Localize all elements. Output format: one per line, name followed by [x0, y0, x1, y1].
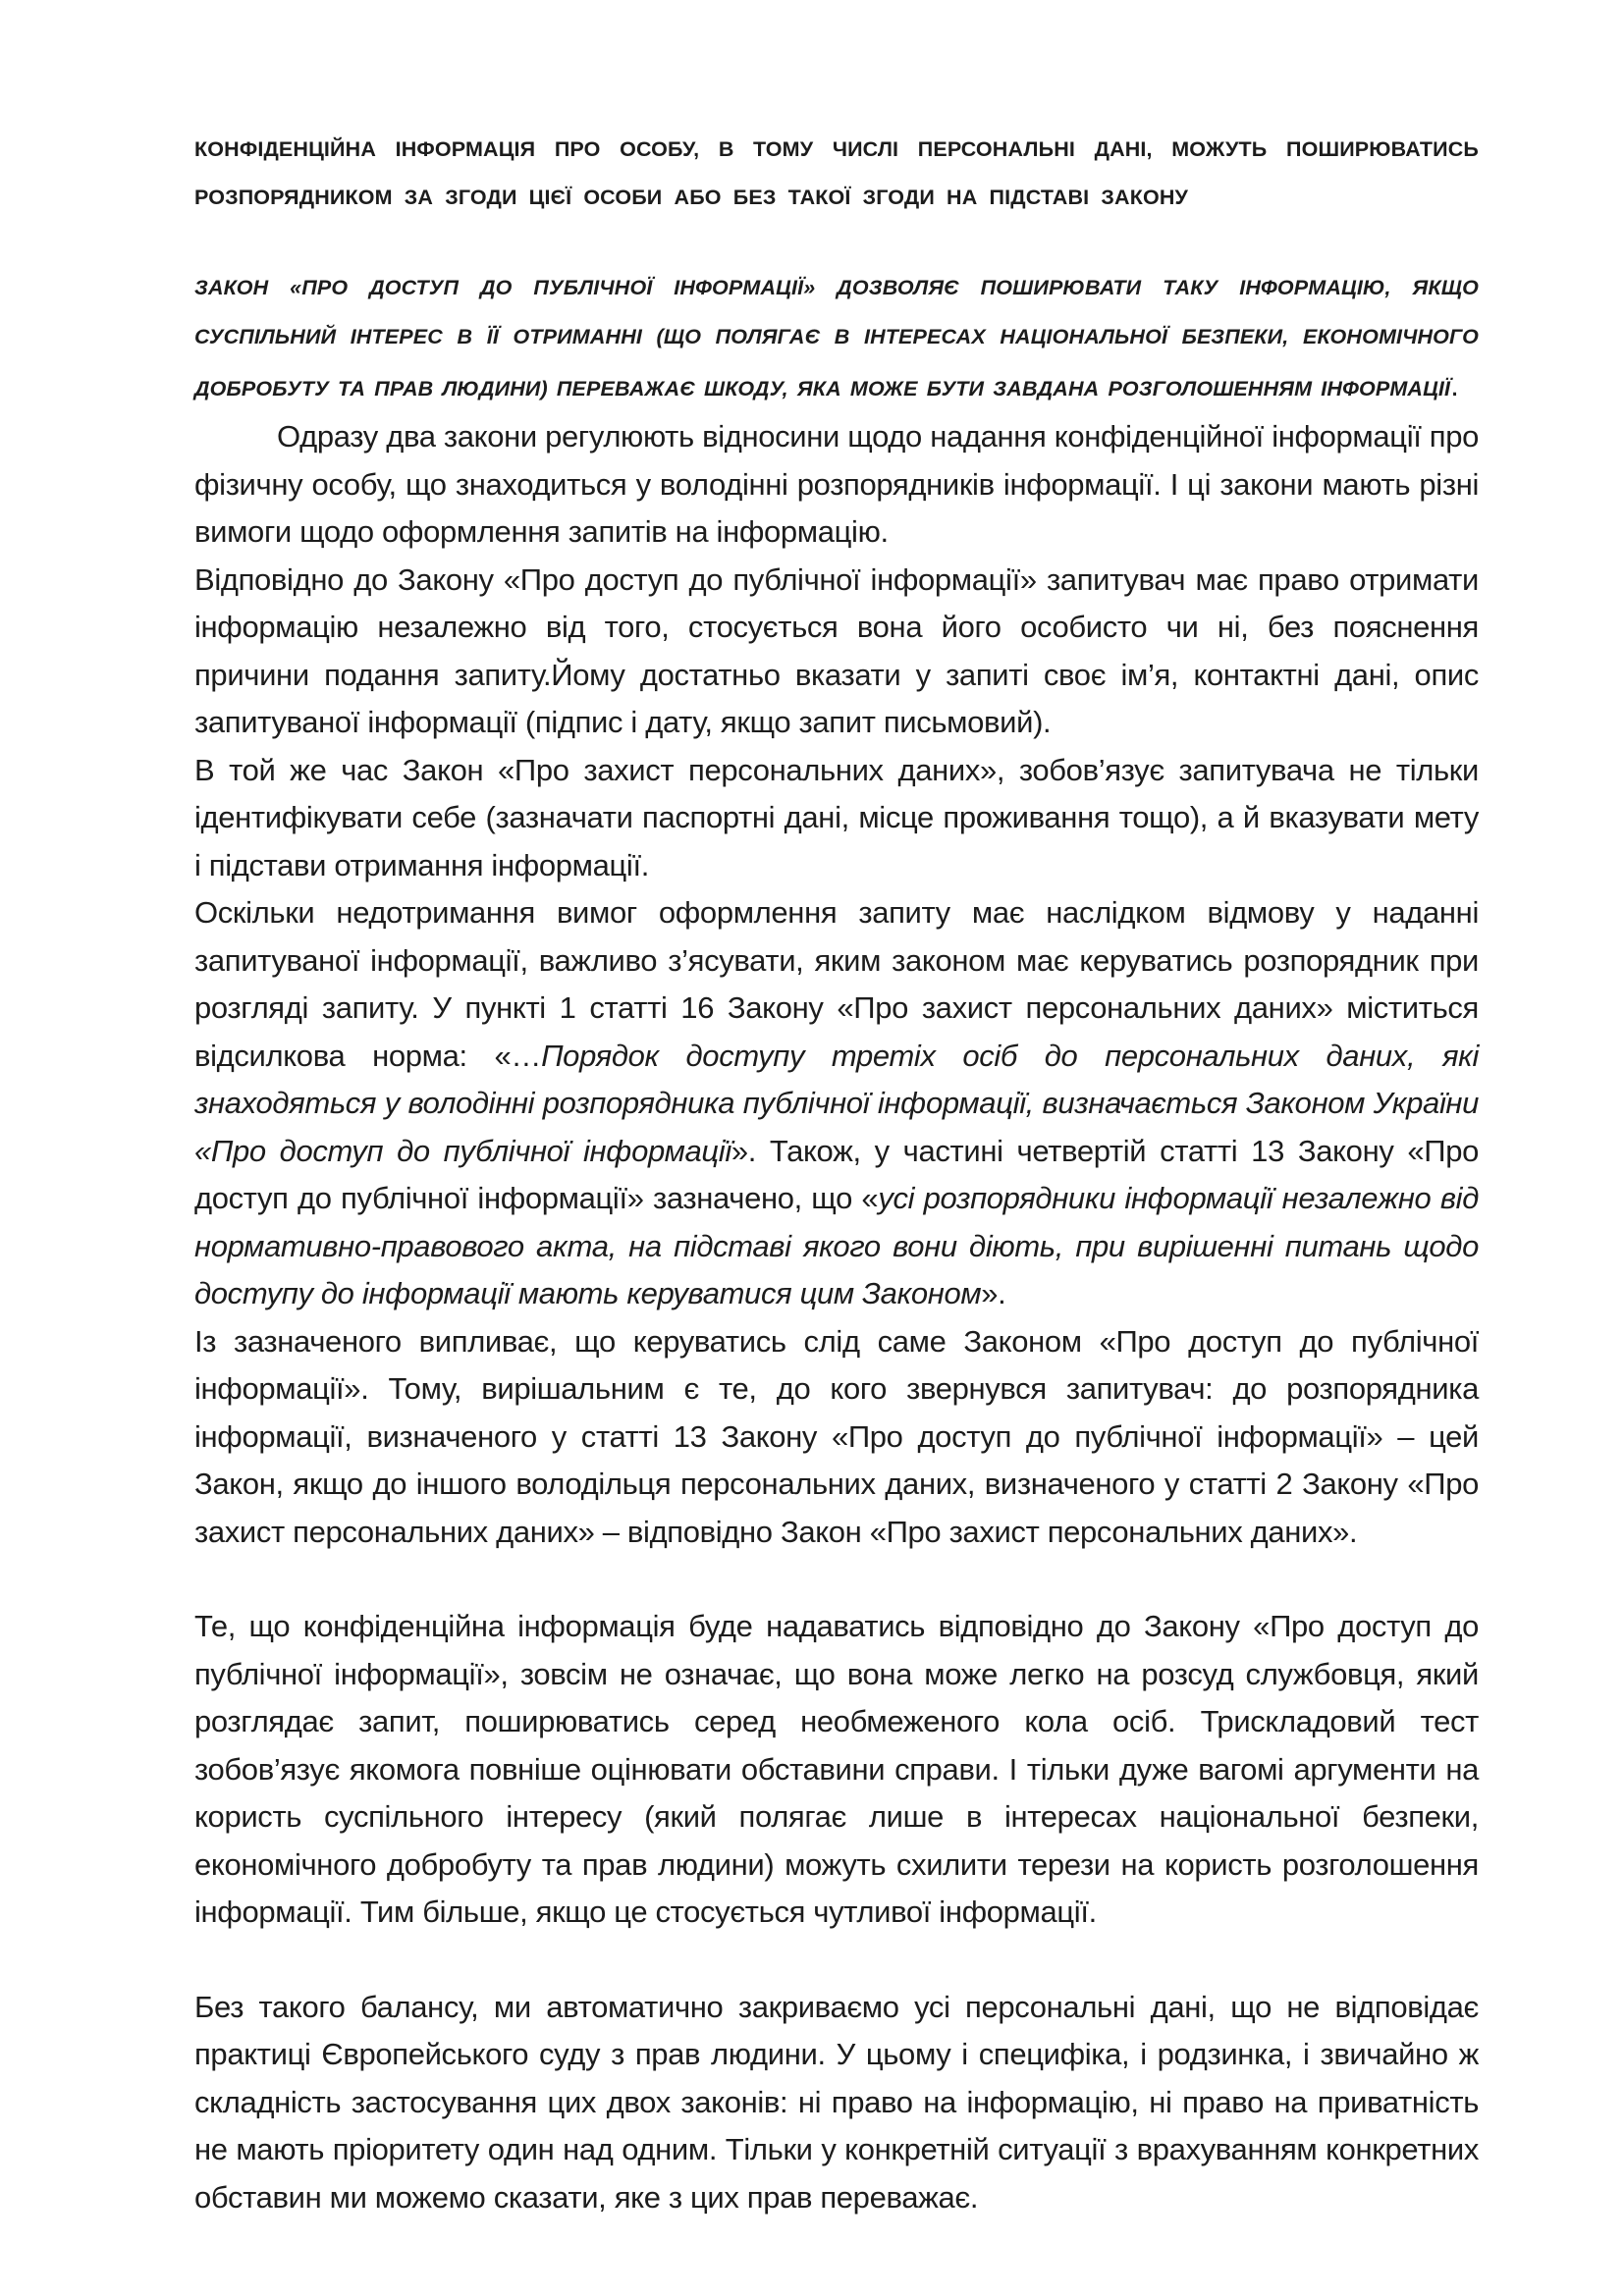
heading-confidential-info: КОНФІДЕНЦІЙНА ІНФОРМАЦІЯ ПРО ОСОБУ, В ТОМУ ЧИСЛІ ПЕРСОНАЛЬНІ ДАНІ, МОЖУТЬ ПОШИРЮВАТИСЬ РОЗПОРЯДНИКОМ ЗА ЗГОДИ ЦІЄЇ ОСОБИ АБО БЕЗ ТАКОЇ ЗГОДИ НА ПІДСТАВІ ЗАКОНУ	[194, 137, 1479, 209]
heading-public-interest-period: .	[1450, 368, 1459, 402]
paragraph-which-law-part3: ».	[981, 1276, 1006, 1310]
paragraph-two-laws: Одразу два закони регулюють відносини щодо надання конфіденційної інформації про фізичну особу, що знаходиться у володінні розпорядників інформації. І ці закони мають різні вимоги щодо оформлення запитів на інформацію.	[194, 419, 1479, 549]
quote-article-13: усі розпорядники інформації незалежно від нормативно-правового акта, на підставі якого вони діють, при вирішенні питань щодо доступу до інформації мають керуватися цим Законом	[194, 1181, 1479, 1310]
paragraph-conclusion: Із зазначеного випливає, що керуватись слід саме Законом «Про доступ до публічної інформації». Тому, вирішальним є те, до кого звернувся запитувач: до розпорядника інформації, визначеного у статті 13 Закону «Про доступ до публічної інформації» – цей Закон, якщо до іншого володільця персональних даних, визначеного у статті 2 Закону «Про захист персональних даних» – відповідно Закон «Про захист персональних даних».	[194, 1323, 1479, 1549]
paragraph-which-law-part2: ». Також, у частині четвертій статті 13 Закону «Про доступ до публічної інформації» зазначено, що «	[194, 1133, 1479, 1215]
quote-article-16: Порядок доступу третіх осіб до персональних даних, які знаходяться у володінні розпорядника публічної інформації, визначається Законом України «Про доступ до публічної інформації	[194, 1038, 1479, 1168]
paragraph-data-protection-law: В той же час Закон «Про захист персональних даних», зобов’язує запитувача не тільки ідентифікувати себе (зазначати паспортні дані, місце проживання тощо), а й вказувати мету і підстави отримання інформації.	[194, 752, 1479, 882]
heading-public-interest-text: ЗАКОН «ПРО ДОСТУП ДО ПУБЛІЧНОЇ ІНФОРМАЦІЇ» ДОЗВОЛЯЄ ПОШИРЮВАТИ ТАКУ ІНФОРМАЦІЮ, ЯКЩО СУСПІЛЬНИЙ ІНТЕРЕС В ЇЇ ОТРИМАННІ (ЩО ПОЛЯГАЄ В ІНТЕРЕСАХ НАЦІОНАЛЬНОЇ БЕЗПЕКИ, ЕКОНОМІЧНОГО ДОБРОБУТУ ТА ПРАВ ЛЮДИНИ) ПЕРЕВАЖАЄ ШКОДУ, ЯКА МОЖЕ БУТИ ЗАВДАНА РОЗГОЛОШЕННЯМ ІНФОРМАЦІЇ	[194, 276, 1479, 400]
paragraph-balance: Без такого балансу, ми автоматично закриваємо усі персональні дані, що не відповідає практиці Європейського суду з прав людини. У цьому і специфіка, і родзинка, і звичайно ж складність застосування цих двох законів: ні право на інформацію, ні право на приватність не мають пріоритету один над одним. Тільки у конкретній ситуації з врахуванням конкретних обставин ми можемо сказати, яке з цих прав переважає.	[194, 1989, 1479, 2215]
paragraph-three-part-test: Те, що конфіденційна інформація буде надаватись відповідно до Закону «Про доступ до публічної інформації», зовсім не означає, що вона може легко на розсуд службовця, який розглядає запит, поширюватись серед необмеженого кола осіб. Трискладовий тест зобов’язує якомога повніше оцінювати обставини справи. І тільки дуже вагомі аргументи на користь суспільного інтересу (який полягає лише в інтересах національної безпеки, економічного добробуту та прав людини) можуть схилити терези на користь розголошення інформації. Тим більше, якщо це стосується чутливої інформації.	[194, 1609, 1479, 1929]
paragraph-which-law	[194, 889, 1479, 1318]
paragraph-which-law-part1: Оскільки недотримання вимог оформлення запиту має наслідком відмову у наданні запитуваної інформації, важливо з’ясувати, яким законом має керуватись розпорядник при розгляді запиту. У пункті 1 статті 16 Закону «Про захист персональних даних» міститься відсилкова норма: «…	[194, 895, 1479, 1073]
paragraph-access-law: Відповідно до Закону «Про доступ до публічної інформації» запитувач має право отримати інформацію незалежно від того, стосується вона його особисто чи ні, без пояснення причини подання запиту.Йому достатньо вказати у запиті своє ім’я, контактні дані, опис запитуваної інформації (підпис і дату, якщо запит письмовий).	[194, 561, 1479, 739]
heading-public-interest	[194, 263, 1479, 413]
document-page	[194, 126, 1479, 2221]
